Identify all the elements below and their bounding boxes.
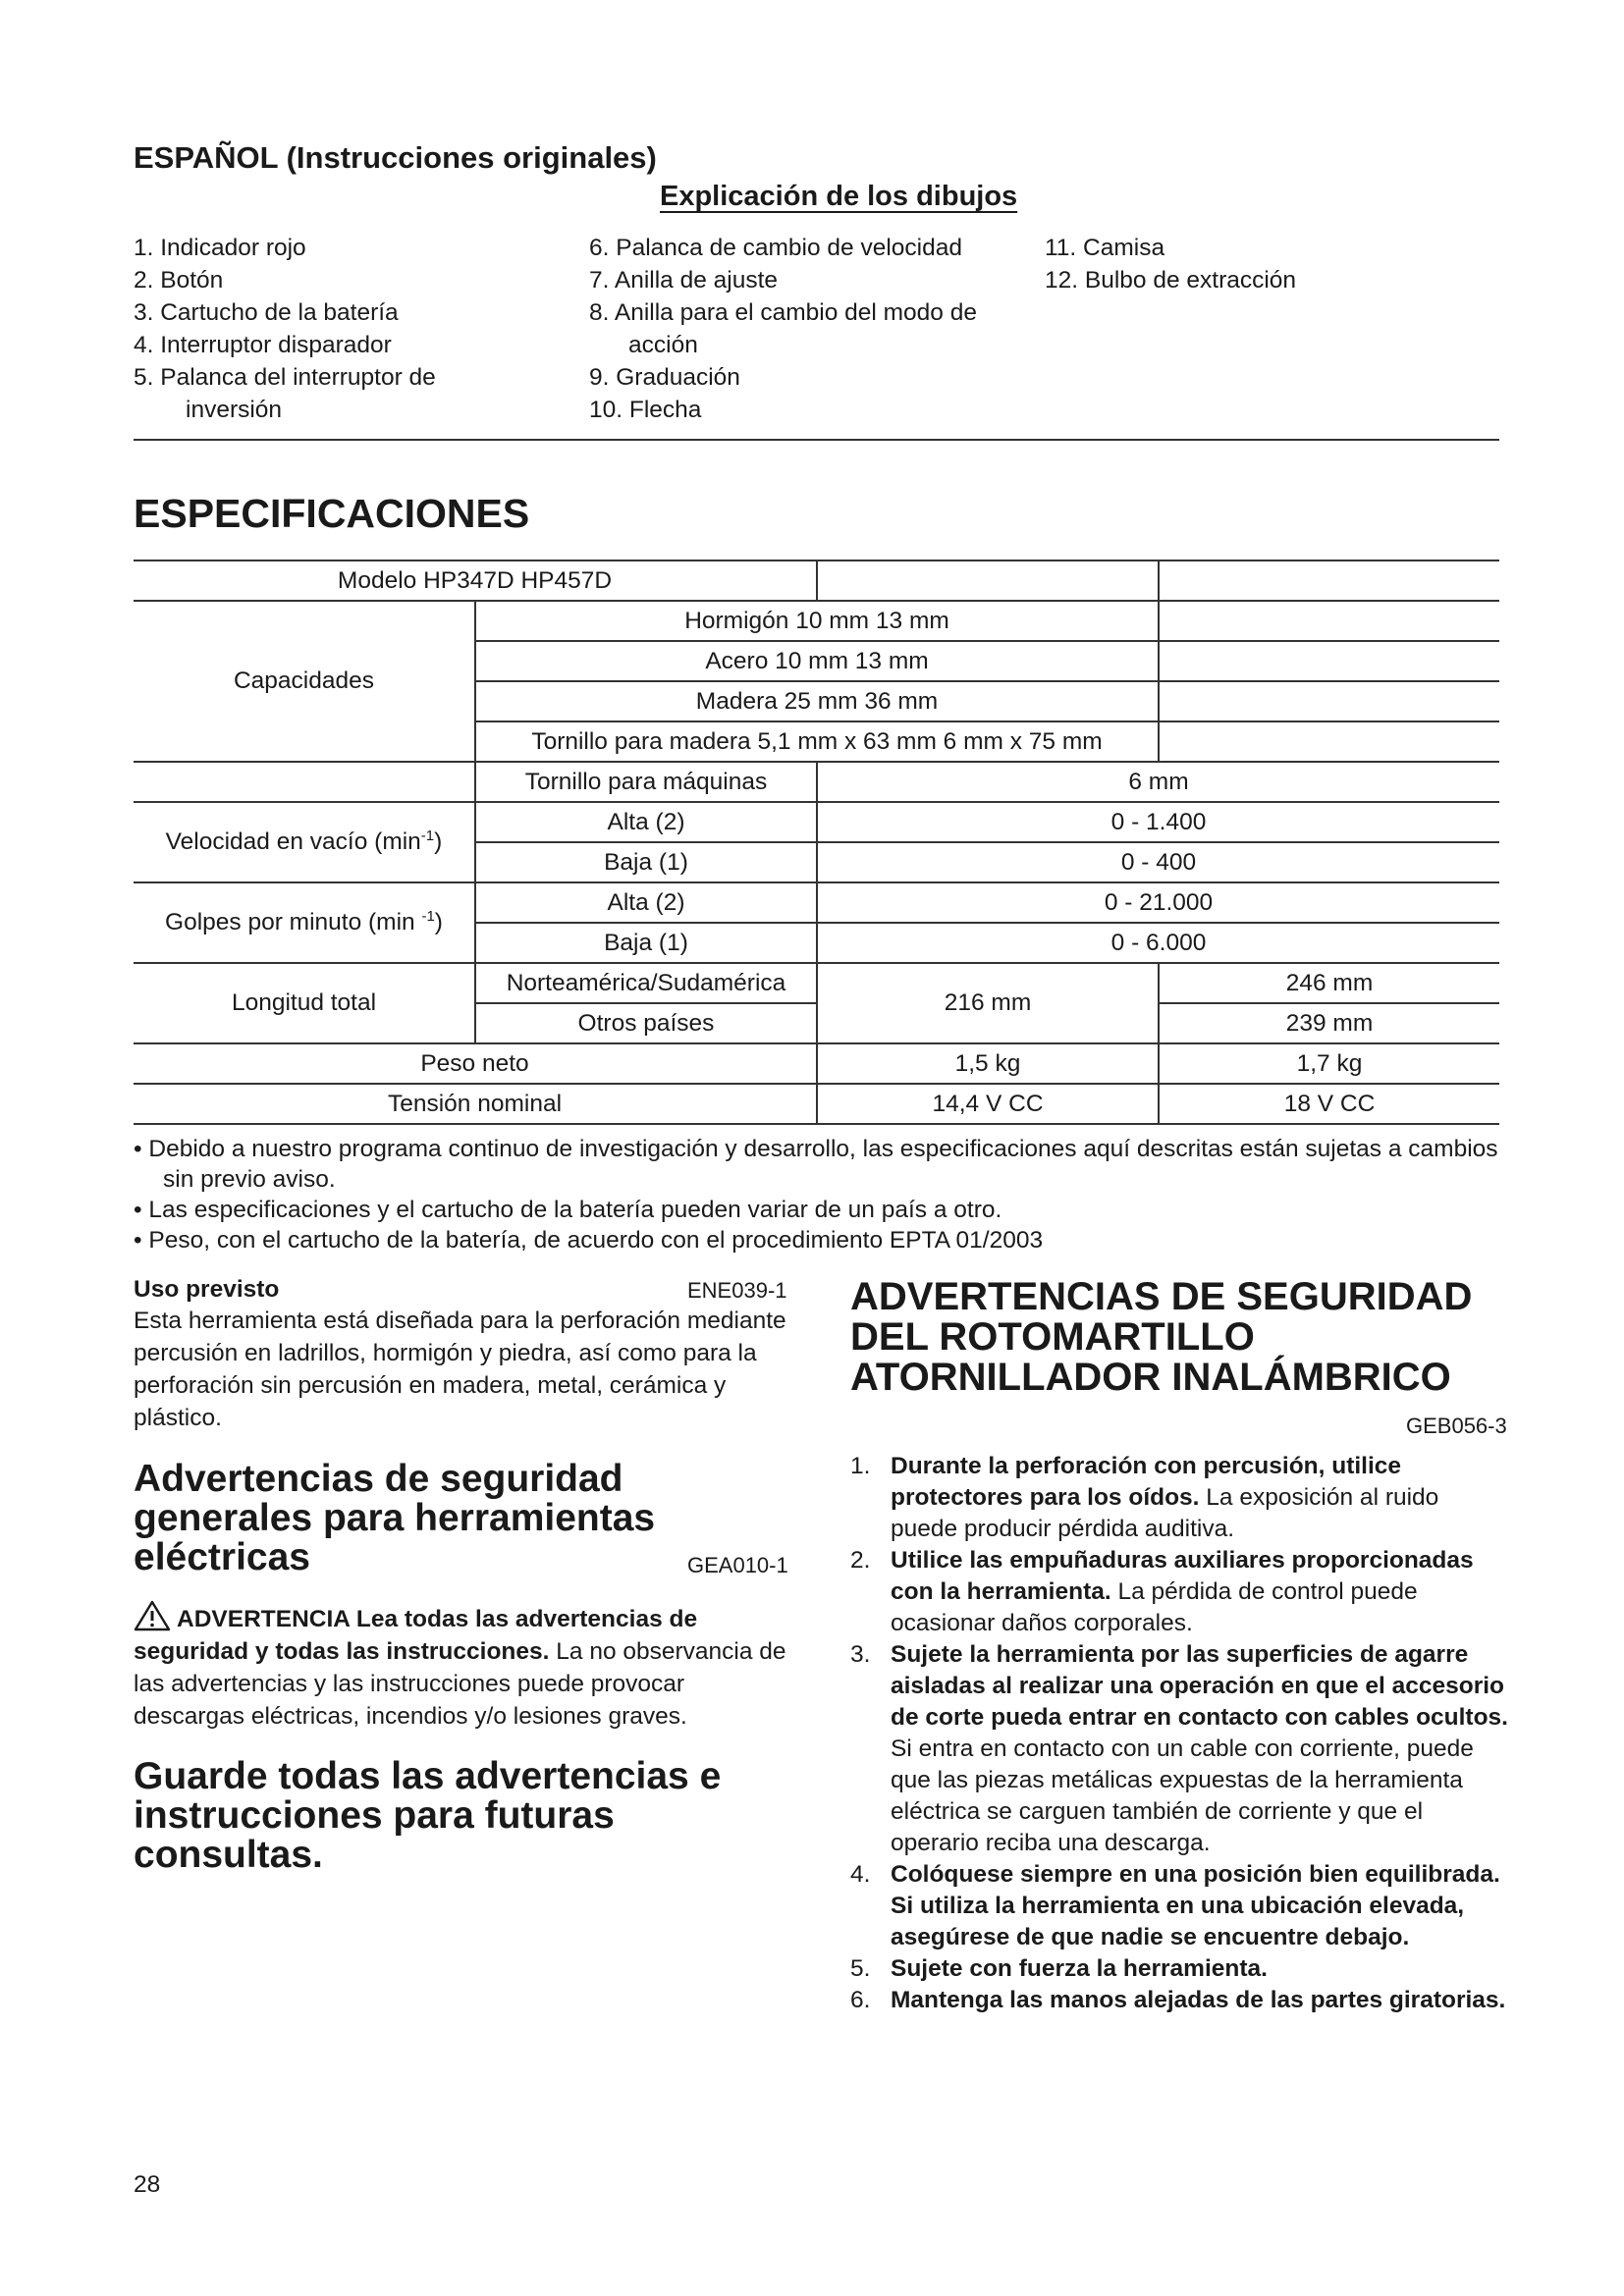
intended-use-code: ENE039-1: [687, 1278, 787, 1303]
machine-screw-label: Tornillo para máquinas: [475, 762, 817, 802]
speed-low-label: Baja (1): [475, 842, 817, 882]
speed-high-label: Alta (2): [475, 802, 817, 842]
capacity-wood-screw: Tornillo para madera 5,1 mm x 63 mm 6 mm x 75 mm: [475, 721, 1159, 762]
note-item: • Las especificaciones y el cartucho de la batería pueden variar de un país a otro.: [134, 1197, 1002, 1223]
legend-column-2: [589, 232, 977, 426]
table-row: [134, 1043, 1499, 1084]
legend-item: 2. Botón: [134, 267, 224, 294]
general-warning-text: ADVERTENCIA Lea todas las advertencias de seguridad y todas las instrucciones. La no observancia de las advertencias y las instrucciones puede provocar descargas eléctricas, incendios y/o lesiones graves.: [134, 1600, 786, 1733]
machine-screw-value: 6 mm: [817, 762, 1499, 802]
legend-item: 10. Flecha: [589, 397, 702, 423]
legend-column-1: [134, 232, 436, 426]
table-row: [134, 1084, 1499, 1124]
language-title: ESPAÑOL (Instrucciones originales): [134, 140, 657, 175]
rotary-hammer-safety-heading: ADVERTENCIAS DE SEGURIDAD DEL ROTOMARTILLO ATORNILLADOR INALÁMBRICO: [850, 1275, 1473, 1399]
list-item: 5. Sujete con fuerza la herramienta.: [850, 1955, 1268, 1982]
legend-item-continuation: inversión: [186, 397, 283, 423]
general-safety-heading: Advertencias de seguridad generales para herramientas eléctricas: [134, 1458, 656, 1578]
intended-use-text: Esta herramienta está diseñada para la perforación mediante percusión en ladrillos, hormigón y piedra, así como para la perforación sin percusión en madera, metal, cerámica y plástico.: [134, 1308, 786, 1431]
table-row: [134, 601, 1499, 641]
legend-column-3: [1045, 232, 1296, 296]
capacity-concrete: Hormigón 10 mm 13 mm: [475, 601, 1159, 641]
legend-item: 7. Anilla de ajuste: [589, 267, 779, 294]
blows-high-value: 0 - 21.000: [817, 882, 1499, 923]
warning-triangle-icon: [134, 1600, 171, 1631]
capacity-steel: Acero 10 mm 13 mm: [475, 641, 1159, 681]
list-item: 2. Utilice las empuñaduras auxiliares proporcionadas con la herramienta. La pérdida de control puede ocasionar daños corporales.: [850, 1547, 1474, 1636]
keep-instructions-heading: Guarde todas las advertencias e instrucciones para futuras consultas.: [134, 1755, 722, 1876]
weight-hp347d: 1,5 kg: [817, 1043, 1159, 1084]
legend-item: 8. Anilla para el cambio del modo de: [589, 299, 977, 326]
length-hp457d-na: 246 mm: [1159, 963, 1499, 1003]
intended-use-heading: Uso previsto: [134, 1276, 280, 1303]
table-row: [134, 561, 1499, 601]
length-na-label: Norteamérica/Sudamérica: [475, 963, 817, 1003]
table-row: [134, 963, 1499, 1003]
list-item: 6. Mantenga las manos alejadas de las partes giratorias.: [850, 1987, 1506, 2013]
table-row: [134, 802, 1499, 842]
rotary-hammer-safety-code: GEB056-3: [1406, 1414, 1507, 1438]
page-number: 28: [134, 2171, 161, 2198]
section-divider: [134, 439, 1499, 441]
blows-per-minute-label: Golpes por minuto (min $^{-1}$): [134, 882, 475, 963]
legend-item: 12. Bulbo de extracción: [1045, 267, 1297, 294]
table-row: [134, 762, 1499, 802]
capacity-wood: Madera 25 mm 36 mm: [475, 681, 1159, 721]
spec-notes: [134, 1134, 1503, 1255]
specifications-title: ESPECIFICACIONES: [134, 491, 530, 536]
length-hp457d-other: 239 mm: [1159, 1003, 1499, 1043]
legend-item: 11. Camisa: [1045, 235, 1165, 261]
legend-item: 3. Cartucho de la batería: [134, 299, 399, 326]
table-row: [134, 882, 1499, 923]
legend-item: 1. Indicador rojo: [134, 235, 306, 261]
net-weight-label: Peso neto: [134, 1043, 817, 1084]
model-header: Modelo HP347D HP457D: [134, 561, 817, 601]
no-load-speed-label: Velocidad en vacío $(\min^{-1})$: [134, 802, 475, 882]
voltage-hp457d: 18 V CC: [1159, 1084, 1499, 1124]
length-other-label: Otros países: [475, 1003, 817, 1043]
blows-high-label: Alta (2): [475, 882, 817, 923]
general-safety-code: GEA010-1: [687, 1553, 788, 1577]
legend-item: 4. Interruptor disparador: [134, 332, 392, 358]
capacities-label: Capacidades: [134, 601, 475, 762]
length-hp347d: 216 mm: [817, 963, 1159, 1043]
legend-item: 6. Palanca de cambio de velocidad: [589, 235, 963, 261]
blows-low-label: Baja (1): [475, 923, 817, 963]
list-item: Si utiliza la herramienta en una ubicación elevada, asegúrese de que nadie se encuentre debajo.: [891, 1893, 1465, 1950]
drawings-explanation-title: Explicación de los dibujos: [660, 181, 1018, 212]
rotary-hammer-safety-list: [850, 1451, 1508, 2016]
legend-item-continuation: acción: [628, 332, 698, 358]
weight-hp457d: 1,7 kg: [1159, 1043, 1499, 1084]
blows-low-value: 0 - 6.000: [817, 923, 1499, 963]
speed-low-value: 0 - 400: [817, 842, 1499, 882]
speed-high-value: 0 - 1.400: [817, 802, 1499, 842]
specifications-table: [134, 560, 1499, 1125]
note-item: • Peso, con el cartucho de la batería, de acuerdo con el procedimiento EPTA 01/2003: [134, 1227, 1044, 1254]
list-item: 1. Durante la perforación con percusión, utilice protectores para los oídos. La exposición al ruido puede producir pérdida auditiva.: [850, 1453, 1439, 1542]
voltage-hp347d: 14,4 V CC: [817, 1084, 1159, 1124]
note-item: • Debido a nuestro programa continuo de investigación y desarrollo, las especificaciones aquí descritas están sujetas a cambios sin previo aviso.: [134, 1136, 1498, 1193]
legend-item: 9. Graduación: [589, 364, 740, 391]
list-item: 3. Sujete la herramienta por las superficies de agarre aisladas al realizar una operación en que el accesorio de corte pueda entrar en contacto con cables ocultos. Si entra en contacto con un cable con corriente, puede que las piezas metálicas expuestas de la herramienta eléctrica se carguen también de corriente y que el operario reciba una descarga.: [850, 1641, 1508, 1856]
rated-voltage-label: Tensión nominal: [134, 1084, 817, 1124]
overall-length-label: Longitud total: [134, 963, 475, 1043]
list-item: 4. Colóquese siempre en una posición bien equilibrada.: [850, 1861, 1500, 1888]
legend-item: 5. Palanca del interruptor de: [134, 364, 436, 391]
